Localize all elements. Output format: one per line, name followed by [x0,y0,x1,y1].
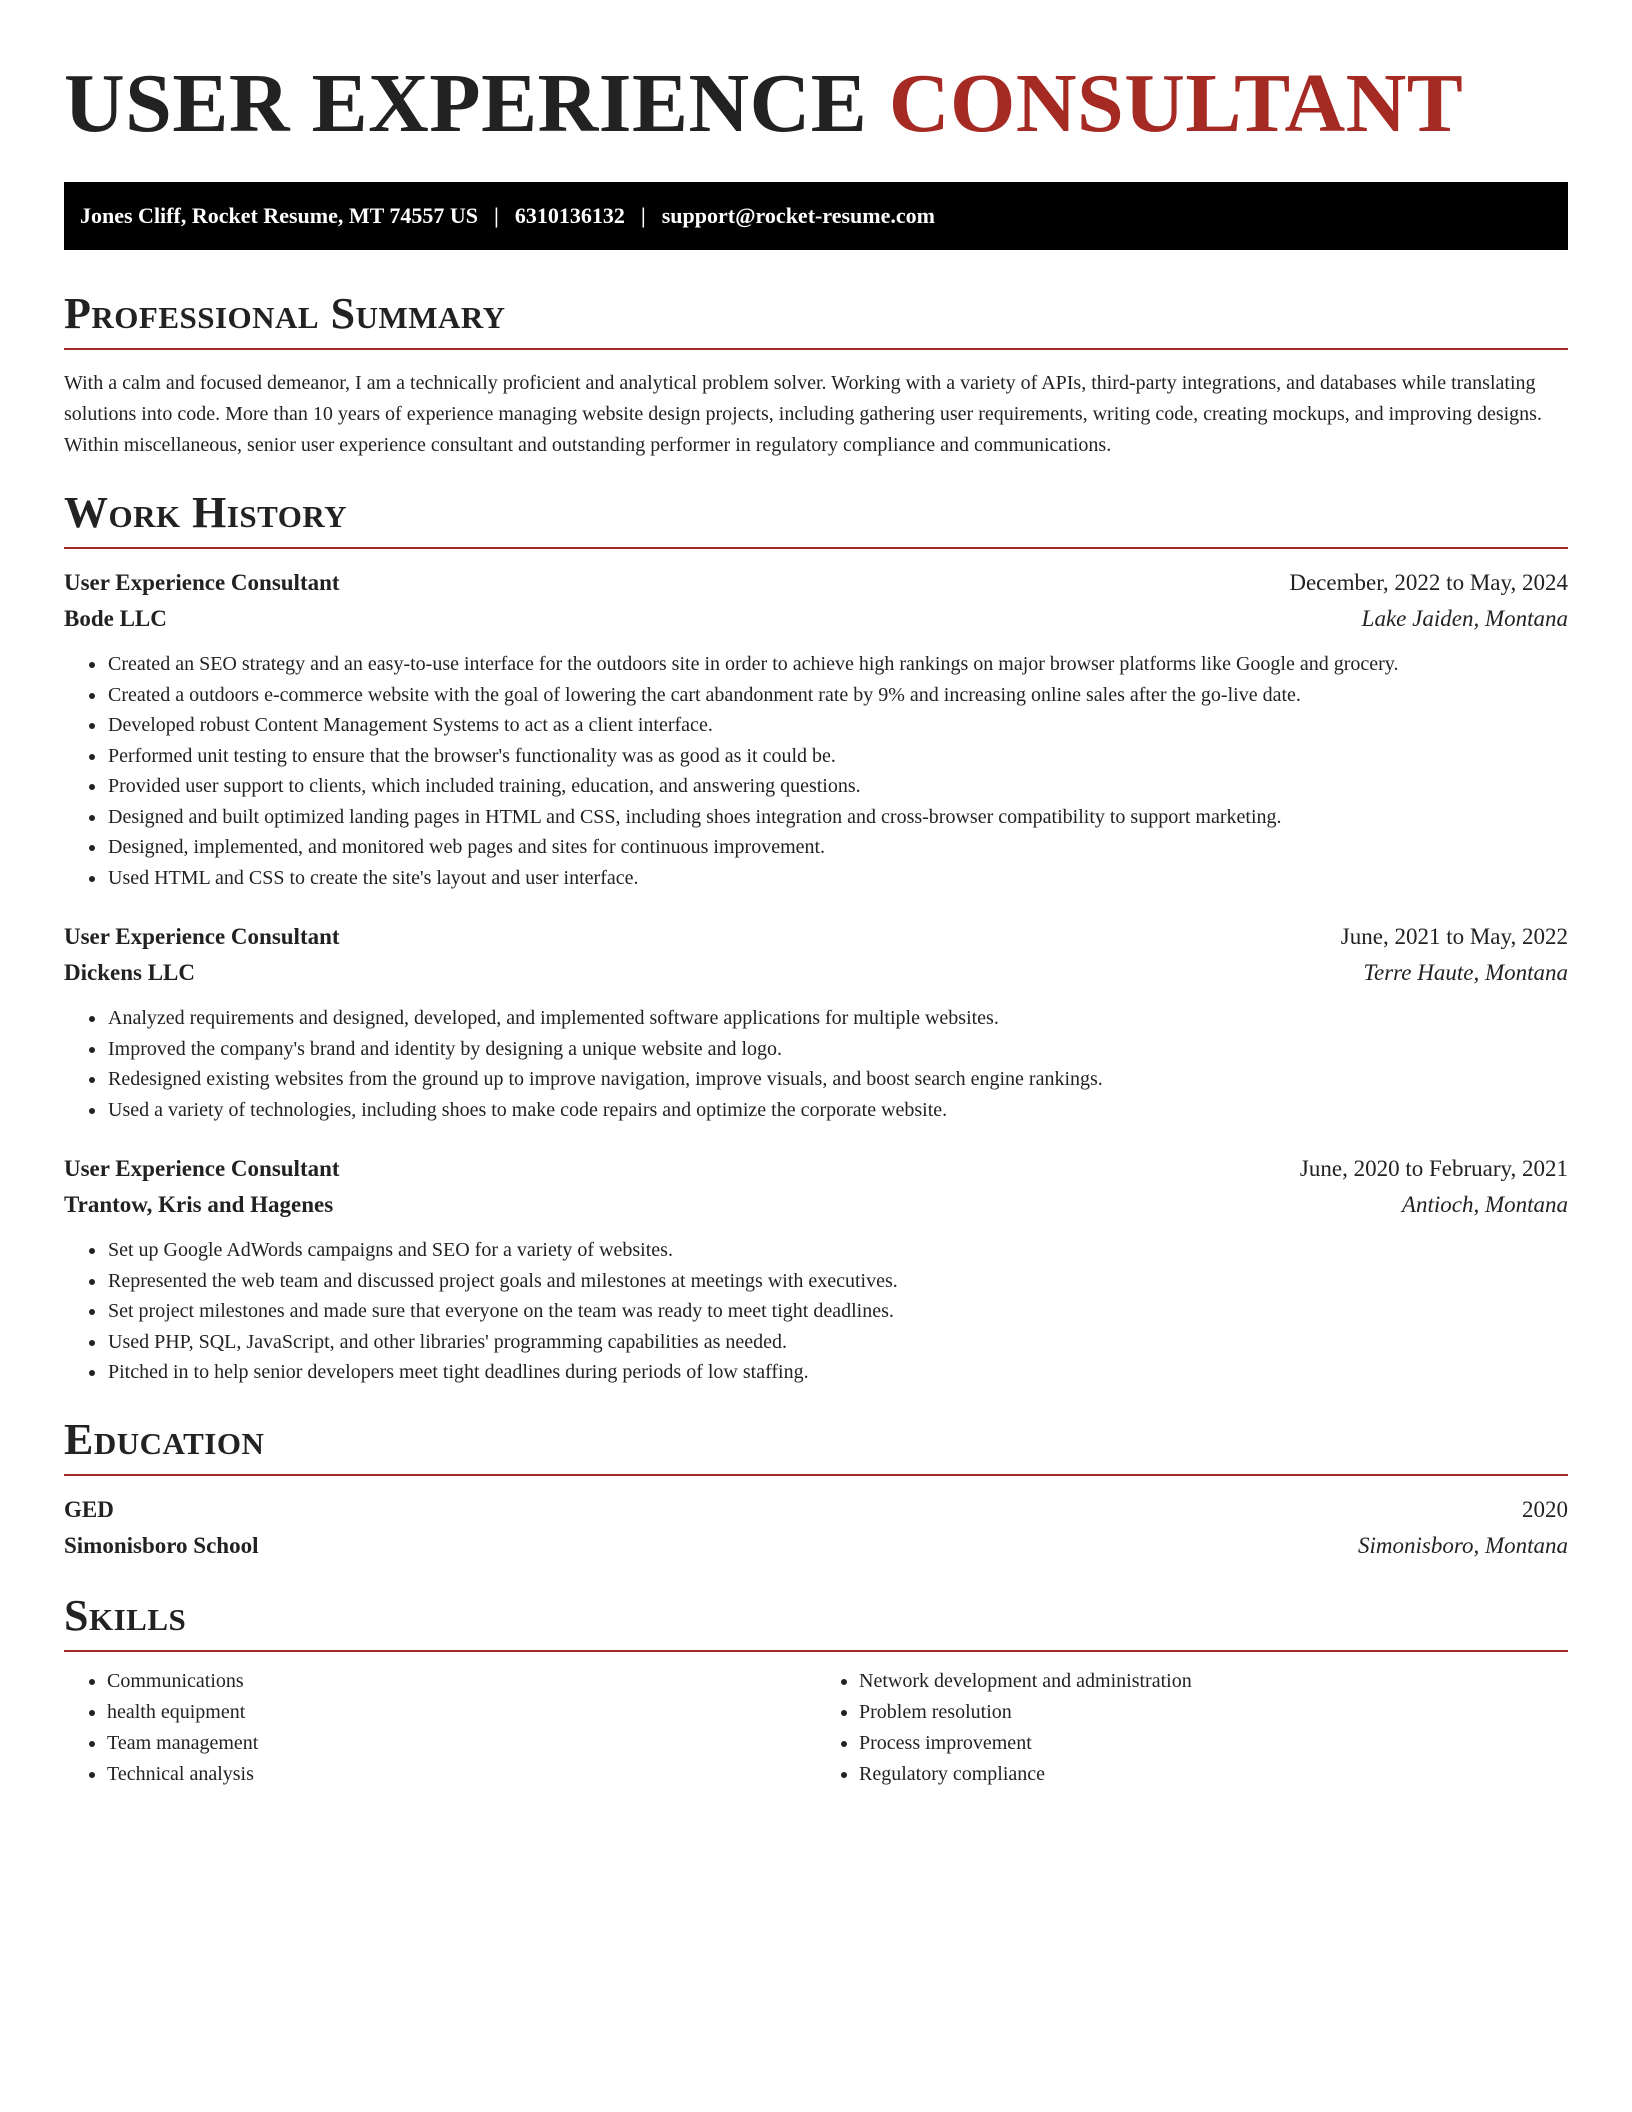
summary-text: With a calm and focused demeanor, I am a technically proficient and analytical problem solver. Working with a variety of APIs, third-party integrations, and databases while translating solutions into code. More than 10 years of experience managing website design projects, including gathering user requirements, writing code, creating mockups, and improving designs. Within miscellaneous, senior user experience consultant and outstanding performer in regulatory compliance and communications. [64,372,1542,456]
list-item: • Used HTML and CSS to create the site's layout and user interface. [107,863,1568,894]
job-role: User Experience Consultant [64,570,340,595]
job-header-row [64,1151,1568,1187]
job-company-row [64,1187,1568,1223]
skill-item: • Problem resolution [859,1697,1568,1728]
work-history-section [64,489,1568,1388]
job-bullets [64,1003,1568,1125]
work-history-heading: Work History [64,489,1568,549]
job-entry [64,1151,1568,1388]
title-main: USER EXPERIENCE [64,57,868,150]
skills-list-left [64,1666,816,1790]
job-header-row [64,919,1568,955]
list-item: • Used a variety of technologies, including shoes to make code repairs and optimize the corporate website. [107,1095,1568,1126]
job-dates: June, 2020 to February, 2021 [1299,1156,1568,1181]
list-item: • Set up Google AdWords campaigns and SEO for a variety of websites. [107,1235,1568,1266]
job-location: Terre Haute, Montana [1363,960,1568,985]
job-bullets [64,649,1568,893]
job-entry [64,919,1568,1125]
job-role: User Experience Consultant [64,1156,340,1181]
job-company-row [64,955,1568,991]
contact-email: support@rocket-resume.com [661,203,935,228]
education-school: Simonisboro School [64,1532,259,1558]
skills-list-right [816,1666,1568,1790]
list-item: • Set project milestones and made sure that everyone on the team was ready to meet tight deadlines. [107,1296,1568,1327]
list-item: • Redesigned existing websites from the ground up to improve navigation, improve visuals, and boost search engine rankings. [107,1064,1568,1095]
education-heading: Education [64,1416,1568,1476]
contact-separator: | [494,203,499,228]
job-company: Trantow, Kris and Hagenes [64,1192,334,1217]
skill-item: • health equipment [107,1697,816,1728]
skill-item: • Team management [107,1728,816,1759]
list-item: • Created a outdoors e-commerce website with the goal of lowering the cart abandonment rate by 9% and increasing online sales after the go-live date. [107,680,1568,711]
education-degree: GED [64,1496,114,1522]
list-item: • Used PHP, SQL, JavaScript, and other libraries' programming capabilities as needed. [107,1327,1568,1358]
education-degree-row [64,1492,1568,1528]
education-location: Simonisboro, Montana [1358,1532,1568,1558]
job-company-row [64,601,1568,637]
summary-section [64,290,1568,461]
job-location: Lake Jaiden, Montana [1361,606,1568,631]
list-item: • Performed unit testing to ensure that the browser's functionality was as good as it could be. [107,741,1568,772]
job-company: Bode LLC [64,606,167,631]
list-item: • Designed, implemented, and monitored web pages and sites for continuous improvement. [107,832,1568,863]
list-item: • Pitched in to help senior developers meet tight deadlines during periods of low staffing. [107,1357,1568,1388]
skills-grid [64,1666,1568,1790]
list-item: • Analyzed requirements and designed, developed, and implemented software applications for multiple websites. [107,1003,1568,1034]
resume-title [64,56,1568,152]
education-section [64,1416,1568,1564]
list-item: • Created an SEO strategy and an easy-to-use interface for the outdoors site in order to achieve high rankings on major browser platforms like Google and grocery. [107,649,1568,680]
list-item: • Designed and built optimized landing pages in HTML and CSS, including shoes integration and cross-browser compatibility to support marketing. [107,802,1568,833]
education-school-row [64,1528,1568,1564]
skill-item: • Network development and administration [859,1666,1568,1697]
skill-item: • Regulatory compliance [859,1759,1568,1790]
title-accent: CONSULTANT [888,57,1464,150]
contact-separator: | [640,203,646,228]
job-header-row [64,565,1568,601]
education-year: 2020 [1522,1496,1568,1522]
job-entry [64,565,1568,893]
contact-bar [64,182,1568,250]
skill-item: • Communications [107,1666,816,1697]
list-item: • Provided user support to clients, which included training, education, and answering questions. [107,771,1568,802]
skill-item: • Process improvement [859,1728,1568,1759]
job-dates: June, 2021 to May, 2022 [1340,924,1568,949]
job-dates: December, 2022 to May, 2024 [1289,570,1568,595]
contact-address: Jones Cliff, Rocket Resume, MT 74557 US [80,203,479,228]
job-role: User Experience Consultant [64,924,340,949]
list-item: • Developed robust Content Management Systems to act as a client interface. [107,710,1568,741]
job-company: Dickens LLC [64,960,195,985]
list-item: • Represented the web team and discussed project goals and milestones at meetings with executives. [107,1266,1568,1297]
job-bullets [64,1235,1568,1388]
contact-phone: 6310136132 [514,203,625,228]
summary-heading: Professional Summary [64,290,1568,350]
list-item: • Improved the company's brand and identity by designing a unique website and logo. [107,1034,1568,1065]
skills-section [64,1592,1568,1790]
job-location: Antioch, Montana [1401,1192,1568,1217]
skill-item: • Technical analysis [107,1759,816,1790]
skills-heading: Skills [64,1592,1568,1652]
